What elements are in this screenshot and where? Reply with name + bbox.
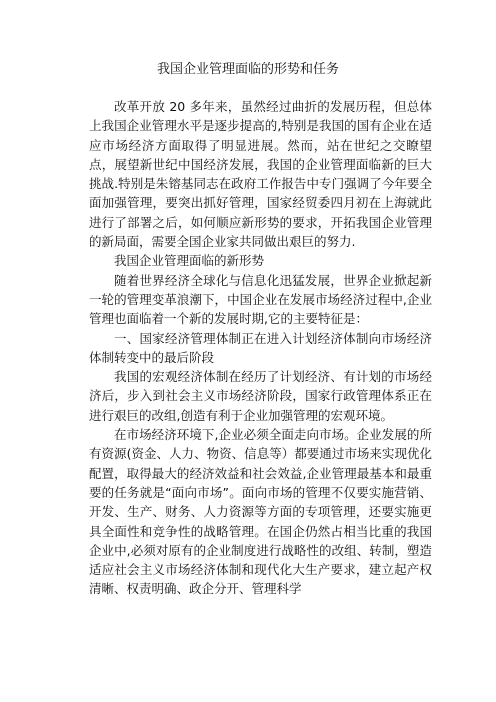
paragraph-intro: 改革开放 20 多年来，虽然经过曲折的发展历程，但总体上我国企业管理水平是逐步提高的,特别是我国的国有企业在适应市场经济方面取得了明显进展。然而，站在世纪之交瞭望点，展望新世纪中国经济发展，我国的企业管理面临新的巨大挑战.特别是朱镕基同志在政府工作报告中专门强调了今年要全面加强管理，要突出抓好管理，国家经贸委四月初在上海就此进行了部署之后，如何顺应新形势的要求，开拓我国企业管理的新局面，需要全国企业家共同做出艰巨的努力. — [89, 99, 432, 250]
document-body — [89, 97, 432, 599]
paragraph-market: 在市场经济环境下,企业必须全面走向市场。企业发展的所有资源(资金、人力、物资、信息等）都要通过市场来实现优化配置，取得最大的经济效益和社会效益,企业管理最基本和最重要的任务就是“面向市场”。面向市场的管理不仅要实施营销、开发、生产、财务、人力资源等方面的专项管理，还要实施更具全面性和竞争性的战略管理。在国企仍然占相当比重的我国企业中,必须对原有的企业制度进行战略性的改组、转制，塑造适应社会主义市场经济体制和现代化大生产要求，建立起产权清晰、权责明确、政企分开、管理科学 — [89, 427, 432, 597]
paragraph-macro: 我国的宏观经济体制在经历了计划经济、有计划的市场经济后，步入到社会主义市场经济阶段，国家行政管理体系正在进行艰巨的改组,创造有利于企业加强管理的宏观环境。 — [89, 369, 432, 423]
document-title: 我国企业管理面临的形势和任务 — [156, 62, 339, 77]
section-heading: 我国企业管理面临的新形势 — [114, 253, 265, 269]
paragraph-trends: 随着世界经济全球化与信息化迅猛发展，世界企业掀起新一轮的管理变革浪潮下，中国企业在发展市场经济过程中,企业管理也面临着一个新的发展时期,它的主要特征是： — [89, 272, 432, 327]
subsection-heading-1: 一、国家经济管理体制正在进入计划经济体制向市场经济体制转变中的最后阶段 — [89, 330, 432, 365]
